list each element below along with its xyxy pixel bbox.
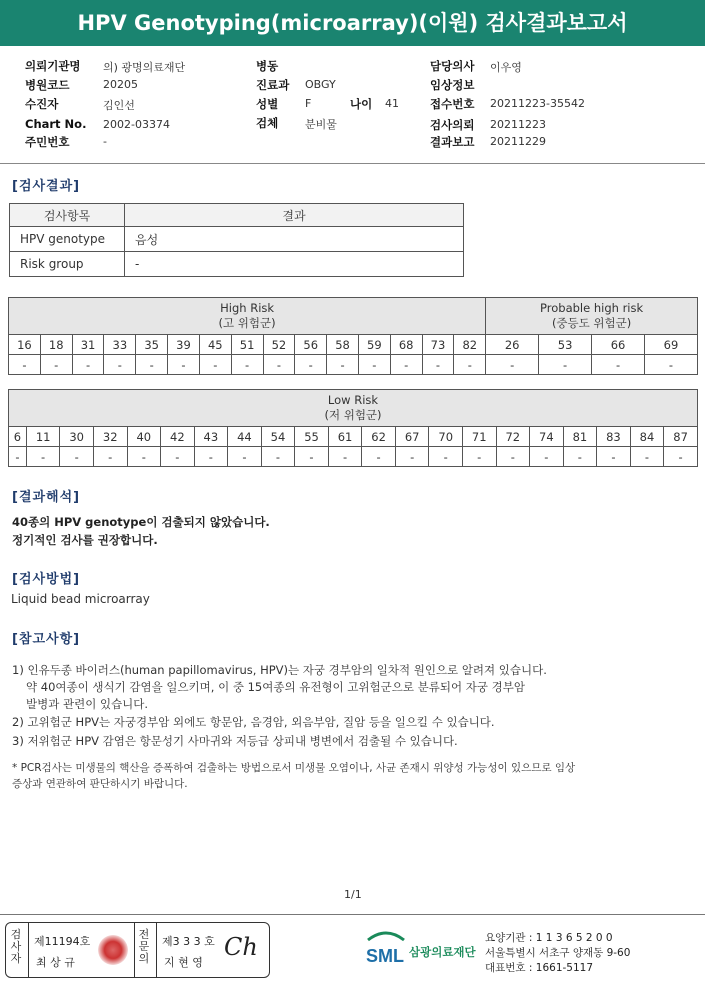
genotype-cell: 84 (630, 427, 664, 447)
sex-label: 성별 (256, 97, 279, 111)
company-logo (364, 930, 408, 972)
genotype-cell: 33 (104, 335, 136, 355)
method-text: Liquid bead microarray (11, 592, 150, 606)
box-divider (28, 923, 29, 977)
genotype-result-cell: - (228, 447, 262, 467)
genotype-result-cell: - (263, 355, 295, 375)
col-item-header: 검사항목 (10, 204, 125, 227)
note-1a: 1) 인유두종 바이러스(human papillomavirus, HPV)는 자궁 경부암의 일차적 원인으로 알려져 있습니다. (12, 663, 547, 677)
low-risk-label-en: Low Risk (327, 393, 379, 407)
genotype-cell: 26 (486, 335, 539, 355)
box-divider (156, 923, 157, 977)
results-section-title: [검사결과] (12, 179, 81, 194)
clinical-label: 임상정보 (430, 78, 475, 92)
genotype-result-cell: - (358, 355, 390, 375)
genotype-result-cell: - (231, 355, 263, 375)
genotype-cell: 70 (429, 427, 463, 447)
low-risk-table (8, 389, 698, 467)
pcr-note-a: * PCR검사는 미생물의 핵산을 증폭하여 검출하는 방법으로서 미생물 오염이나, 사균 존재시 위양성 가능성이 있으므로 임상 (12, 762, 576, 774)
receipt-label: 접수번호 (430, 97, 475, 111)
probable-risk-header (486, 298, 698, 335)
low-risk-label-ko: (저 위험군) (324, 408, 382, 422)
genotype-cell: 32 (93, 427, 127, 447)
interpretation-line1: 40종의 HPV genotype이 검출되지 않았습니다. (12, 515, 270, 529)
genotype-cell: 69 (645, 335, 698, 355)
genotype-cell: 44 (228, 427, 262, 447)
genotype-result-cell: - (645, 355, 698, 375)
institution-value: 의) 광명의료재단 (103, 61, 186, 74)
hospital-code-label: 병원코드 (25, 78, 70, 92)
high-risk-header (9, 298, 486, 335)
agency-code: 요양기관 : 1 1 3 6 5 2 0 0 (485, 932, 613, 944)
interpretation-line2: 정기적인 검사를 권장합니다. (12, 533, 158, 547)
genotype-cell: 43 (194, 427, 228, 447)
company-address: 서울특별시 서초구 양재동 9-60 (485, 947, 631, 959)
result-value: 음성 (125, 227, 464, 252)
genotype-result-cell: - (9, 447, 27, 467)
dept-value: OBGY (305, 78, 336, 91)
genotype-cell: 67 (395, 427, 429, 447)
chart-value: 2002-03374 (103, 118, 170, 131)
method-section-title: [검사방법] (12, 572, 81, 587)
examiner-license: 제11194호 (34, 935, 91, 948)
probable-risk-label-en: Probable high risk (540, 301, 644, 315)
genotype-result-cell: - (168, 355, 200, 375)
genotype-result-cell: - (530, 447, 564, 467)
high-risk-label-ko: (고 위험군) (218, 316, 276, 330)
genotype-result-cell: - (295, 447, 329, 467)
genotype-cell: 82 (454, 335, 486, 355)
low-risk-header (9, 390, 698, 427)
genotype-result-cell: - (328, 447, 362, 467)
genotype-cell: 6 (9, 427, 27, 447)
genotype-result-cell: - (194, 447, 228, 467)
resident-label: 주민번호 (25, 135, 70, 149)
genotype-cell: 81 (563, 427, 597, 447)
physician-name: 지 현 영 (164, 956, 203, 969)
genotype-result-cell: - (9, 355, 41, 375)
genotype-cell: 11 (26, 427, 60, 447)
genotype-cell: 55 (295, 427, 329, 447)
genotype-result-cell: - (496, 447, 530, 467)
physician-license: 제3 3 3 호 (162, 935, 215, 948)
genotype-result-cell: - (72, 355, 104, 375)
doctor-label: 담당의사 (430, 59, 475, 73)
genotype-result-cell: - (422, 355, 454, 375)
genotype-result-cell: - (486, 355, 539, 375)
examiner-label: 검사자 (10, 928, 22, 965)
result-item: HPV genotype (10, 227, 125, 252)
genotype-result-cell: - (395, 447, 429, 467)
genotype-result-cell: - (295, 355, 327, 375)
genotype-cell: 87 (664, 427, 698, 447)
genotype-cell: 68 (390, 335, 422, 355)
sex-value: F (305, 97, 312, 110)
genotype-cell: 62 (362, 427, 396, 447)
genotype-result-cell: - (539, 355, 592, 375)
col-result-header: 결과 (125, 204, 464, 227)
results-table (9, 203, 464, 277)
company-phone: 대표번호 : 1661-5117 (485, 962, 594, 974)
genotype-cell: 31 (72, 335, 104, 355)
genotype-result-cell: - (136, 355, 168, 375)
genotype-cell: 39 (168, 335, 200, 355)
genotype-cell: 54 (261, 427, 295, 447)
high-risk-table (8, 297, 698, 375)
genotype-result-cell: - (93, 447, 127, 467)
genotype-cell: 74 (530, 427, 564, 447)
genotype-result-cell: - (261, 447, 295, 467)
genotype-result-cell: - (362, 447, 396, 467)
genotype-result-cell: - (592, 355, 645, 375)
report-label: 결과보고 (430, 135, 475, 149)
request-label: 검사의뢰 (430, 118, 475, 132)
patient-value: 김인선 (103, 99, 135, 112)
header-divider (0, 163, 705, 164)
genotype-cell: 73 (422, 335, 454, 355)
genotype-cell: 42 (161, 427, 195, 447)
examiner-name: 최 상 규 (36, 956, 75, 969)
genotype-result-cell: - (563, 447, 597, 467)
receipt-value: 20211223-35542 (490, 97, 585, 110)
genotype-result-cell: - (462, 447, 496, 467)
genotype-cell: 61 (328, 427, 362, 447)
genotype-cell: 16 (9, 335, 41, 355)
genotype-cell: 56 (295, 335, 327, 355)
notes-section-title: [참고사항] (12, 632, 81, 647)
genotype-cell: 71 (462, 427, 496, 447)
page-number: 1/1 (344, 888, 362, 901)
report-title: HPV Genotyping(microarray)(이원) 검사결과보고서 (0, 0, 705, 46)
institution-label: 의뢰기관명 (25, 59, 81, 73)
genotype-result-cell: - (161, 447, 195, 467)
sml-logo-icon (364, 930, 408, 968)
genotype-result-cell: - (429, 447, 463, 467)
genotype-cell: 58 (327, 335, 359, 355)
genotype-result-cell: - (597, 447, 631, 467)
dept-label: 진료과 (256, 78, 290, 92)
request-date: 20211223 (490, 118, 546, 131)
box-divider (134, 923, 135, 977)
genotype-cell: 53 (539, 335, 592, 355)
genotype-cell: 52 (263, 335, 295, 355)
interpretation-section-title: [결과해석] (12, 490, 81, 505)
report-date: 20211229 (490, 135, 546, 148)
high-risk-label-en: High Risk (220, 301, 275, 315)
specimen-value: 분비물 (305, 118, 337, 131)
patient-label: 수진자 (25, 97, 59, 111)
chart-label: Chart No. (25, 117, 87, 131)
genotype-cell: 66 (592, 335, 645, 355)
note-3: 3) 저위험군 HPV 감염은 항문성기 사마귀와 저등급 상피내 병변에서 검출될 수 있습니다. (12, 734, 458, 748)
age-value: 41 (385, 97, 399, 110)
logo-text: SML (366, 946, 404, 966)
genotype-result-cell: - (40, 355, 72, 375)
genotype-cell: 40 (127, 427, 161, 447)
genotype-result-cell: - (630, 447, 664, 467)
genotype-cell: 51 (231, 335, 263, 355)
genotype-result-cell: - (127, 447, 161, 467)
signature-box (5, 922, 270, 978)
genotype-result-cell: - (454, 355, 486, 375)
genotype-result-cell: - (390, 355, 422, 375)
table-row (10, 227, 464, 252)
age-label: 나이 (350, 97, 373, 111)
genotype-cell: 72 (496, 427, 530, 447)
genotype-result-cell: - (664, 447, 698, 467)
genotype-cell: 18 (40, 335, 72, 355)
genotype-result-cell: - (327, 355, 359, 375)
result-value: - (125, 252, 464, 277)
examiner-seal-icon (98, 935, 128, 965)
genotype-cell: 35 (136, 335, 168, 355)
note-2: 2) 고위험군 HPV는 자궁경부암 외에도 항문암, 음경암, 외음부암, 질암 등을 일으킬 수 있습니다. (12, 715, 495, 729)
note-1c: 발병과 관련이 있습니다. (26, 697, 149, 711)
resident-value: - (103, 135, 107, 148)
hospital-code-value: 20205 (103, 78, 138, 91)
specimen-label: 검체 (256, 116, 279, 130)
table-row (10, 252, 464, 277)
genotype-cell: 45 (199, 335, 231, 355)
genotype-result-cell: - (104, 355, 136, 375)
pcr-note-b: 증상과 연관하여 판단하시기 바랍니다. (12, 778, 188, 790)
genotype-cell: 30 (60, 427, 94, 447)
genotype-cell: 59 (358, 335, 390, 355)
probable-risk-label-ko: (중등도 위험군) (551, 316, 632, 330)
genotype-cell: 83 (597, 427, 631, 447)
company-name: 삼광의료재단 (409, 945, 476, 959)
result-item: Risk group (10, 252, 125, 277)
footer-divider (0, 914, 705, 915)
genotype-result-cell: - (26, 447, 60, 467)
genotype-result-cell: - (199, 355, 231, 375)
ward-label: 병동 (256, 59, 279, 73)
physician-signature: Ch (224, 933, 258, 961)
doctor-value: 이우영 (490, 61, 522, 74)
note-1b: 약 40여종이 생식기 감염을 일으키며, 이 중 15여종의 유전형이 고위험군으로 분류되어 자궁 경부암 (26, 680, 525, 694)
physician-label: 전문의 (138, 928, 150, 965)
genotype-result-cell: - (60, 447, 94, 467)
